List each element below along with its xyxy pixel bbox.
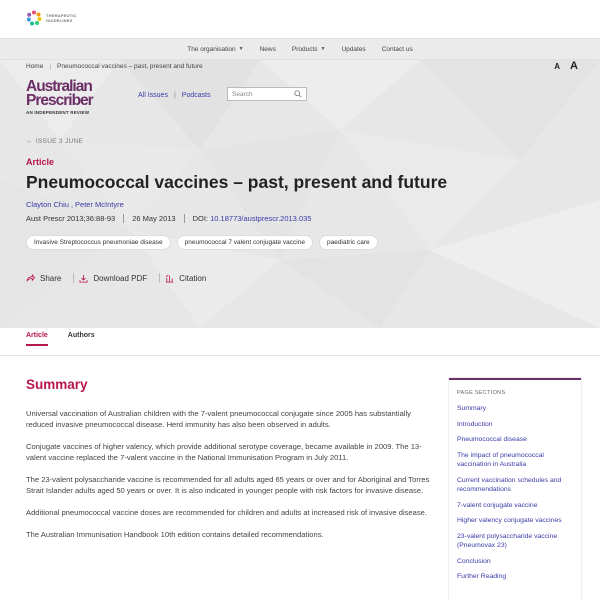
share-button[interactable] <box>26 274 61 283</box>
australian-prescriber-logo[interactable] <box>26 80 124 115</box>
divider <box>123 214 124 223</box>
doi-label: DOI: <box>192 214 209 223</box>
nav-item-updates[interactable] <box>341 46 365 53</box>
article-actions <box>26 273 206 283</box>
nav-item-label: The organisation <box>187 45 236 53</box>
nav-item-organisation[interactable] <box>187 46 243 53</box>
doi <box>193 214 312 223</box>
site-logo[interactable] <box>26 10 82 26</box>
tab-authors[interactable]: Authors <box>67 332 95 339</box>
article-header <box>0 60 600 328</box>
share-icon <box>26 274 35 283</box>
sidebar-item-schedules[interactable]: Current vaccination schedules and recommendations <box>457 476 562 493</box>
hero-links <box>138 92 211 99</box>
text-size-large-button[interactable]: A <box>570 60 578 72</box>
arrow-left-icon: ← <box>26 138 33 145</box>
article-meta <box>26 214 311 223</box>
sidebar-item-pneumococcal-disease[interactable]: Pneumococcal disease <box>457 436 527 443</box>
tag-pill[interactable]: pneumococcal 7 valent conjugate vaccine <box>177 235 313 250</box>
author-separator: , <box>70 200 74 209</box>
download-label: Download PDF <box>93 273 148 283</box>
author-link[interactable]: Peter McIntyre <box>75 200 124 209</box>
search-placeholder: Search <box>232 90 253 98</box>
summary-paragraph: The 23-valent polysaccharide vaccine is recommended for all adults aged 65 years or over and for Aboriginal and Torres Strait Islander adults aged 50 years or over. It is also indicated in younger people with risk factors for invasive disease. <box>26 475 430 495</box>
citation-label: Citation <box>179 273 207 283</box>
page-title: Pneumococcal vaccines – past, present and future <box>26 172 448 192</box>
download-icon <box>79 274 88 283</box>
sidebar-item-23-valent[interactable]: 23-valent polysaccharide vaccine (Pneumovax 23) <box>457 532 558 549</box>
nav-item-label: Updates <box>341 45 366 53</box>
breadcrumb <box>26 63 203 70</box>
download-pdf-button[interactable] <box>73 273 147 283</box>
summary-paragraph: Additional pneumococcal vaccine doses are recommended for children and adults at increased risk of invasive disease. <box>26 508 428 517</box>
summary-paragraph: Universal vaccination of Australian children with the 7-valent pneumococcal conjugate since 2005 has substantially reduced invasive pneumococcal disease. Herd immunity has also been observed in adults. <box>26 409 411 429</box>
link-separator: | <box>173 92 176 99</box>
sidebar-item-impact[interactable]: The impact of pneumococcal vaccination in Australia <box>457 451 544 468</box>
logo-wheel-icon <box>26 10 42 26</box>
sidebar-item-summary[interactable]: Summary <box>457 405 487 412</box>
brand-line1: Australian <box>26 78 92 95</box>
podcasts-link[interactable]: Podcasts <box>181 92 211 99</box>
divider <box>184 214 185 223</box>
search-icon[interactable] <box>294 90 302 98</box>
text-size-small-button[interactable]: A <box>554 62 561 71</box>
search-input[interactable] <box>227 87 307 101</box>
page-sections-sidebar <box>449 378 581 600</box>
summary-heading: Summary <box>26 377 88 392</box>
article-tabs <box>26 332 95 346</box>
summary-paragraph: Conjugate vaccines of higher valency, which provide additional serotype coverage, became available in 2009. The 13-valent vaccine replaced the 7-valent vaccine in the National Immunisation Program in July 2011. <box>26 442 422 462</box>
citation-text: Aust Prescr 2013;36:88-93 <box>26 214 116 223</box>
logo-text: THERAPEUTIC GUIDELINES <box>46 13 77 23</box>
text-size-controls <box>554 60 578 72</box>
tag-pill[interactable]: paediatric care <box>319 235 378 250</box>
breadcrumb-home[interactable]: Home <box>26 63 44 70</box>
share-label: Share <box>40 273 62 283</box>
issue-back-link[interactable] <box>26 138 83 145</box>
sidebar-item-introduction[interactable]: Introduction <box>457 420 493 428</box>
breadcrumb-separator: | <box>49 63 52 70</box>
nav-item-label: News <box>259 45 276 53</box>
tag-list <box>26 235 378 250</box>
caret-down-icon: ▼ <box>320 46 326 52</box>
nav-item-contact[interactable] <box>382 46 413 53</box>
sidebar-item-higher-valency[interactable]: Higher valency conjugate vaccines <box>457 517 562 524</box>
tag-pill[interactable]: Invasive Streptococcus pneumoniae disease <box>26 235 171 250</box>
sidebar-item-further-reading[interactable]: Further Reading <box>457 573 507 580</box>
article-type: Article <box>26 157 55 167</box>
nav-item-news[interactable] <box>260 46 276 53</box>
all-issues-link[interactable]: All Issues <box>138 92 168 99</box>
citation-icon <box>165 274 174 283</box>
nav-item-label: Products <box>291 45 318 53</box>
author-link[interactable]: Clayton Chiu <box>26 200 69 209</box>
divider <box>73 273 74 283</box>
summary-paragraph: The Australian Immunisation Handbook 10th edition contains detailed recommendations. <box>26 530 324 539</box>
nav-item-products[interactable] <box>292 46 326 53</box>
article-body <box>26 408 438 551</box>
top-bar <box>0 0 600 38</box>
caret-down-icon: ▼ <box>238 46 244 52</box>
divider <box>159 273 160 283</box>
sidebar-item-7-valent[interactable]: 7-valent conjugate vaccine <box>457 501 538 509</box>
sidebar-item-conclusion[interactable]: Conclusion <box>457 557 491 565</box>
tab-article[interactable]: Article <box>26 332 48 346</box>
tab-divider <box>0 355 600 356</box>
doi-link[interactable]: 10.18773/austprescr.2013.035 <box>210 214 312 223</box>
nav-item-label: Contact us <box>381 45 413 53</box>
author-list <box>26 200 124 209</box>
sidebar-heading: PAGE SECTIONS <box>457 390 506 396</box>
brand-tagline: AN INDEPENDENT REVIEW <box>26 110 90 115</box>
brand-line2: Prescriber <box>26 92 93 109</box>
citation-button[interactable] <box>159 273 206 283</box>
issue-label: ISSUE 3 JUNE <box>35 138 84 145</box>
main-nav <box>0 38 600 60</box>
publish-date: 26 May 2013 <box>132 214 176 223</box>
breadcrumb-current: Pneumococcal vaccines – past, present and future <box>57 63 203 70</box>
